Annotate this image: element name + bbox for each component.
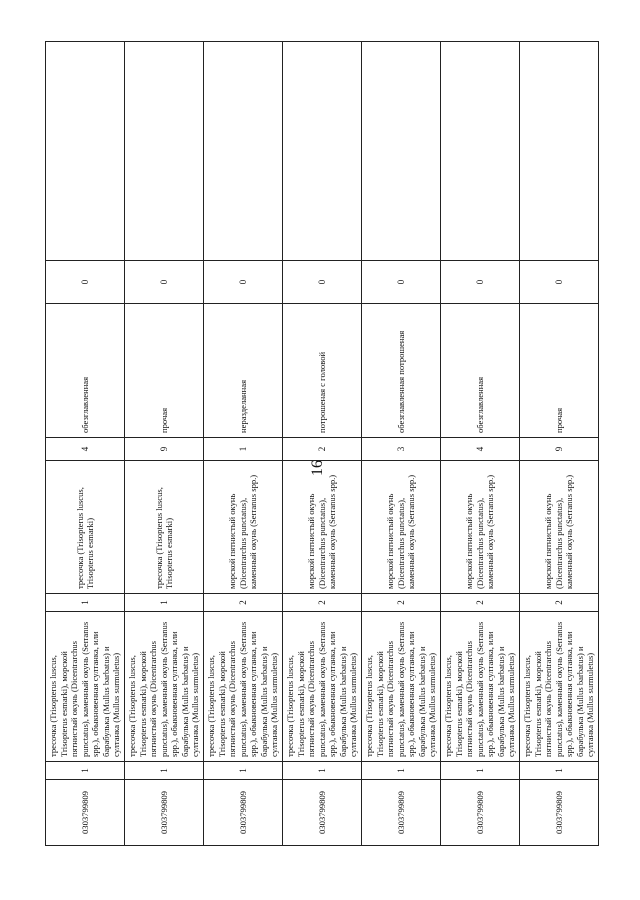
page-number: 16	[309, 460, 326, 476]
level-1-cell: 1	[283, 762, 362, 780]
level-3-cell: 3	[362, 438, 441, 461]
table-row	[283, 42, 362, 846]
level-2-cell: 2	[204, 594, 283, 612]
level-1-cell: 1	[362, 762, 441, 780]
species-cell: морской пятнистый окунь (Dicentrarchus punctatus), каменный окунь (Serranus spp.)	[283, 461, 362, 594]
table-body	[46, 42, 599, 846]
empty-cell	[441, 42, 520, 261]
processing-cell: неразделанная	[204, 304, 283, 438]
code-cell: 0303799809	[520, 780, 599, 846]
table-row	[362, 42, 441, 846]
species-cell: морской пятнистый окунь (Dicentrarchus punctatus), каменный окунь (Serranus spp.)	[362, 461, 441, 594]
level-3-cell: 4	[46, 438, 125, 461]
species-group-cell: тресочка (Trisopterus luscus, Trisopterus esmarki), морской пятнистый окунь (Dicentrarchus punctatus), каменный окунь (Serranus spp.), обыкновенная султанка, или барабулька (Mullus barbatus) и султанка (Mullus surmuletus)	[441, 612, 520, 762]
species-cell: морской пятнистый окунь (Dicentrarchus punctatus), каменный окунь (Serranus spp.)	[520, 461, 599, 594]
level-1-cell: 1	[125, 762, 204, 780]
species-group-cell: тресочка (Trisopterus luscus, Trisopterus esmarki), морской пятнистый окунь (Dicentrarchus punctatus), каменный окунь (Serranus spp.), обыкновенная султанка, или барабулька (Mullus barbatus) и султанка (Mullus surmuletus)	[125, 612, 204, 762]
table-row	[204, 42, 283, 846]
value-cell: 0	[46, 261, 125, 304]
empty-cell	[46, 42, 125, 261]
code-cell: 0303799809	[441, 780, 520, 846]
value-cell: 0	[441, 261, 520, 304]
level-1-cell: 1	[441, 762, 520, 780]
processing-cell: обезглавленная потрошеная	[362, 304, 441, 438]
empty-cell	[125, 42, 204, 261]
table-row	[125, 42, 204, 846]
level-2-cell: 2	[283, 594, 362, 612]
classification-table	[45, 41, 599, 846]
rotated-table-container	[45, 42, 599, 846]
processing-cell: потрошеная с головой	[283, 304, 362, 438]
processing-cell: прочая	[125, 304, 204, 438]
value-cell: 0	[520, 261, 599, 304]
value-cell: 0	[125, 261, 204, 304]
code-cell: 0303799809	[46, 780, 125, 846]
level-1-cell: 1	[46, 762, 125, 780]
level-2-cell: 2	[520, 594, 599, 612]
level-3-cell: 2	[283, 438, 362, 461]
empty-cell	[362, 42, 441, 261]
code-cell: 0303799809	[125, 780, 204, 846]
species-cell: тресочка (Trisopterus luscus, Trisopterus esmarki)	[125, 461, 204, 594]
species-group-cell: тресочка (Trisopterus luscus, Trisopterus esmarki), морской пятнистый окунь (Dicentrarchus punctatus), каменный окунь (Serranus spp.), обыкновенная султанка, или барабулька (Mullus barbatus) и султанка (Mullus surmuletus)	[520, 612, 599, 762]
level-2-cell: 2	[362, 594, 441, 612]
processing-cell: обезглавленная	[441, 304, 520, 438]
level-3-cell: 9	[520, 438, 599, 461]
code-cell: 0303799809	[204, 780, 283, 846]
rotated-table-frame	[45, 42, 599, 846]
processing-cell: обезглавленная	[46, 304, 125, 438]
level-3-cell: 4	[441, 438, 520, 461]
level-3-cell: 9	[125, 438, 204, 461]
table-row	[520, 42, 599, 846]
table-row	[46, 42, 125, 846]
level-2-cell: 2	[441, 594, 520, 612]
species-group-cell: тресочка (Trisopterus luscus, Trisopterus esmarki), морской пятнистый окунь (Dicentrarchus punctatus), каменный окунь (Serranus spp.), обыкновенная султанка, или барабулька (Mullus barbatus) и султанка (Mullus surmuletus)	[46, 612, 125, 762]
code-cell: 0303799809	[362, 780, 441, 846]
empty-cell	[520, 42, 599, 261]
code-cell: 0303799809	[283, 780, 362, 846]
species-cell: тресочка (Trisopterus luscus, Trisopterus esmarki)	[46, 461, 125, 594]
species-cell: морской пятнистый окунь (Dicentrarchus punctatus), каменный окунь (Serranus spp.)	[204, 461, 283, 594]
value-cell: 0	[362, 261, 441, 304]
species-group-cell: тресочка (Trisopterus luscus, Trisopterus esmarki), морской пятнистый окунь (Dicentrarchus punctatus), каменный окунь (Serranus spp.), обыкновенная султанка, или барабулька (Mullus barbatus) и султанка (Mullus surmuletus)	[362, 612, 441, 762]
species-cell: морской пятнистый окунь (Dicentrarchus punctatus), каменный окунь (Serranus spp.)	[441, 461, 520, 594]
level-3-cell: 1	[204, 438, 283, 461]
empty-cell	[283, 42, 362, 261]
species-group-cell: тресочка (Trisopterus luscus, Trisopterus esmarki), морской пятнистый окунь (Dicentrarchus punctatus), каменный окунь (Serranus spp.), обыкновенная султанка, или барабулька (Mullus barbatus) и султанка (Mullus surmuletus)	[204, 612, 283, 762]
level-1-cell: 1	[520, 762, 599, 780]
level-2-cell: 1	[125, 594, 204, 612]
empty-cell	[204, 42, 283, 261]
processing-cell: прочая	[520, 304, 599, 438]
table-row	[441, 42, 520, 846]
level-2-cell: 1	[46, 594, 125, 612]
value-cell: 0	[204, 261, 283, 304]
level-1-cell: 1	[204, 762, 283, 780]
species-group-cell: тресочка (Trisopterus luscus, Trisopterus esmarki), морской пятнистый окунь (Dicentrarchus punctatus), каменный окунь (Serranus spp.), обыкновенная султанка, или барабулька (Mullus barbatus) и султанка (Mullus surmuletus)	[283, 612, 362, 762]
value-cell: 0	[283, 261, 362, 304]
